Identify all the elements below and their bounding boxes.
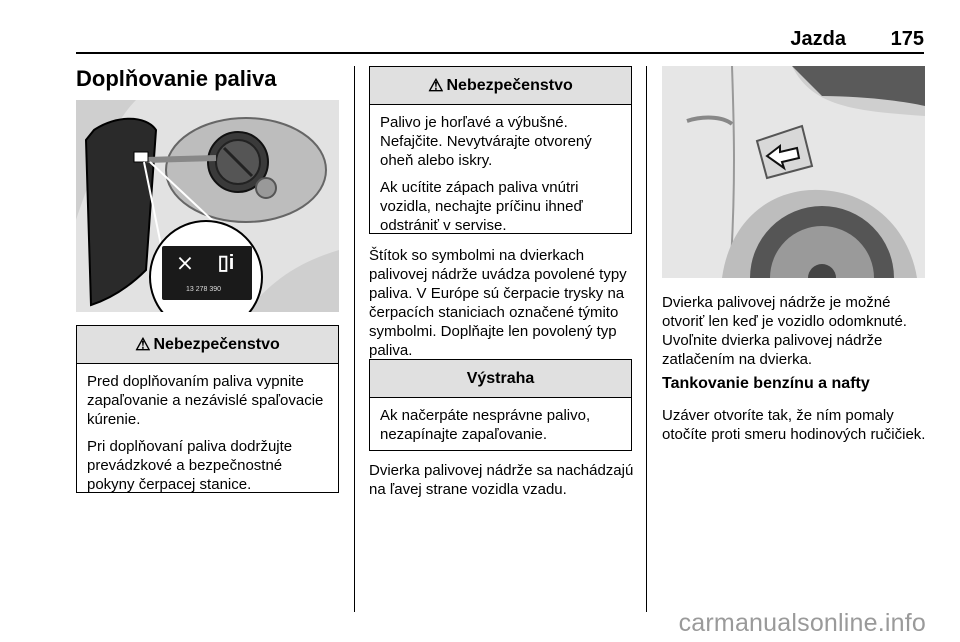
danger-1-text-1: Pred doplňovaním paliva vypnite zapaľovanie a nezávislé spaľovacie kúrenie.	[87, 373, 324, 428]
no-flame-icon: ⨯	[175, 250, 195, 275]
fuel-filler-illustration	[76, 100, 339, 312]
column-divider-1	[354, 66, 355, 612]
caution-heading: Výstraha	[370, 360, 631, 398]
danger-2-text-1: Palivo je horľavé a výbušné. Nefajčite. Nevytvárajte otvorený oheň alebo iskry.	[380, 114, 592, 169]
danger-heading-1: ⚠ Nebezpečenstvo	[77, 326, 338, 364]
label-code: 13 278 390	[186, 286, 222, 293]
manual-book-icon: ▯i	[217, 252, 235, 274]
danger-box-2	[369, 66, 632, 234]
door-unlock-paragraph: Dvierka palivovej nádrže je možné otvoriť len keď je vozidlo odomknuté. Uvoľnite dvierka palivovej nádrže zatlačením na dvierka.	[662, 294, 907, 368]
label-info-paragraph: Štítok so symbolmi na dvierkach palivovej nádrže uvádza povolené typy paliva. V Európe sú čerpacie trysky na čerpacích staniciach označené týmito symbolmi. Doplňajte len povolený typ paliva.	[369, 247, 627, 359]
caution-box	[369, 359, 632, 451]
column-divider-2	[646, 66, 647, 612]
car-side-figure	[662, 66, 925, 278]
page-number: 175	[890, 28, 924, 50]
warning-triangle-icon: ⚠	[135, 334, 151, 354]
danger-box-1	[76, 325, 339, 493]
section-title: Doplňovanie paliva	[76, 66, 277, 91]
refuel-subheading: Tankovanie benzínu a nafty	[662, 375, 870, 392]
car-side-illustration	[662, 66, 925, 278]
cap-open-paragraph: Uzáver otvoríte tak, že ním pomaly otočíte proti smeru hodinových ručičiek.	[662, 407, 926, 443]
danger-1-text-2: Pri doplňovaní paliva dodržujte prevádzkové a bezpečnostné pokyny čerpacej stanice.	[87, 438, 293, 493]
door-location-paragraph: Dvierka palivovej nádrže sa nachádzajú na ľavej strane vozidla vzadu.	[369, 462, 634, 498]
watermark: carmanualsonline.info	[678, 609, 926, 637]
chapter-title: Jazda	[790, 28, 846, 50]
fuel-filler-figure	[76, 100, 339, 312]
caution-text: Ak načerpáte nesprávne palivo, nezapínajte zapaľovanie.	[380, 407, 591, 443]
danger-heading-2: ⚠ Nebezpečenstvo	[370, 67, 631, 105]
header-rule	[76, 52, 924, 54]
danger-2-text-2: Ak ucítite zápach paliva vnútri vozidla, nechajte príčinu ihneď odstrániť v servise.	[380, 179, 583, 234]
warning-triangle-icon: ⚠	[428, 75, 444, 95]
